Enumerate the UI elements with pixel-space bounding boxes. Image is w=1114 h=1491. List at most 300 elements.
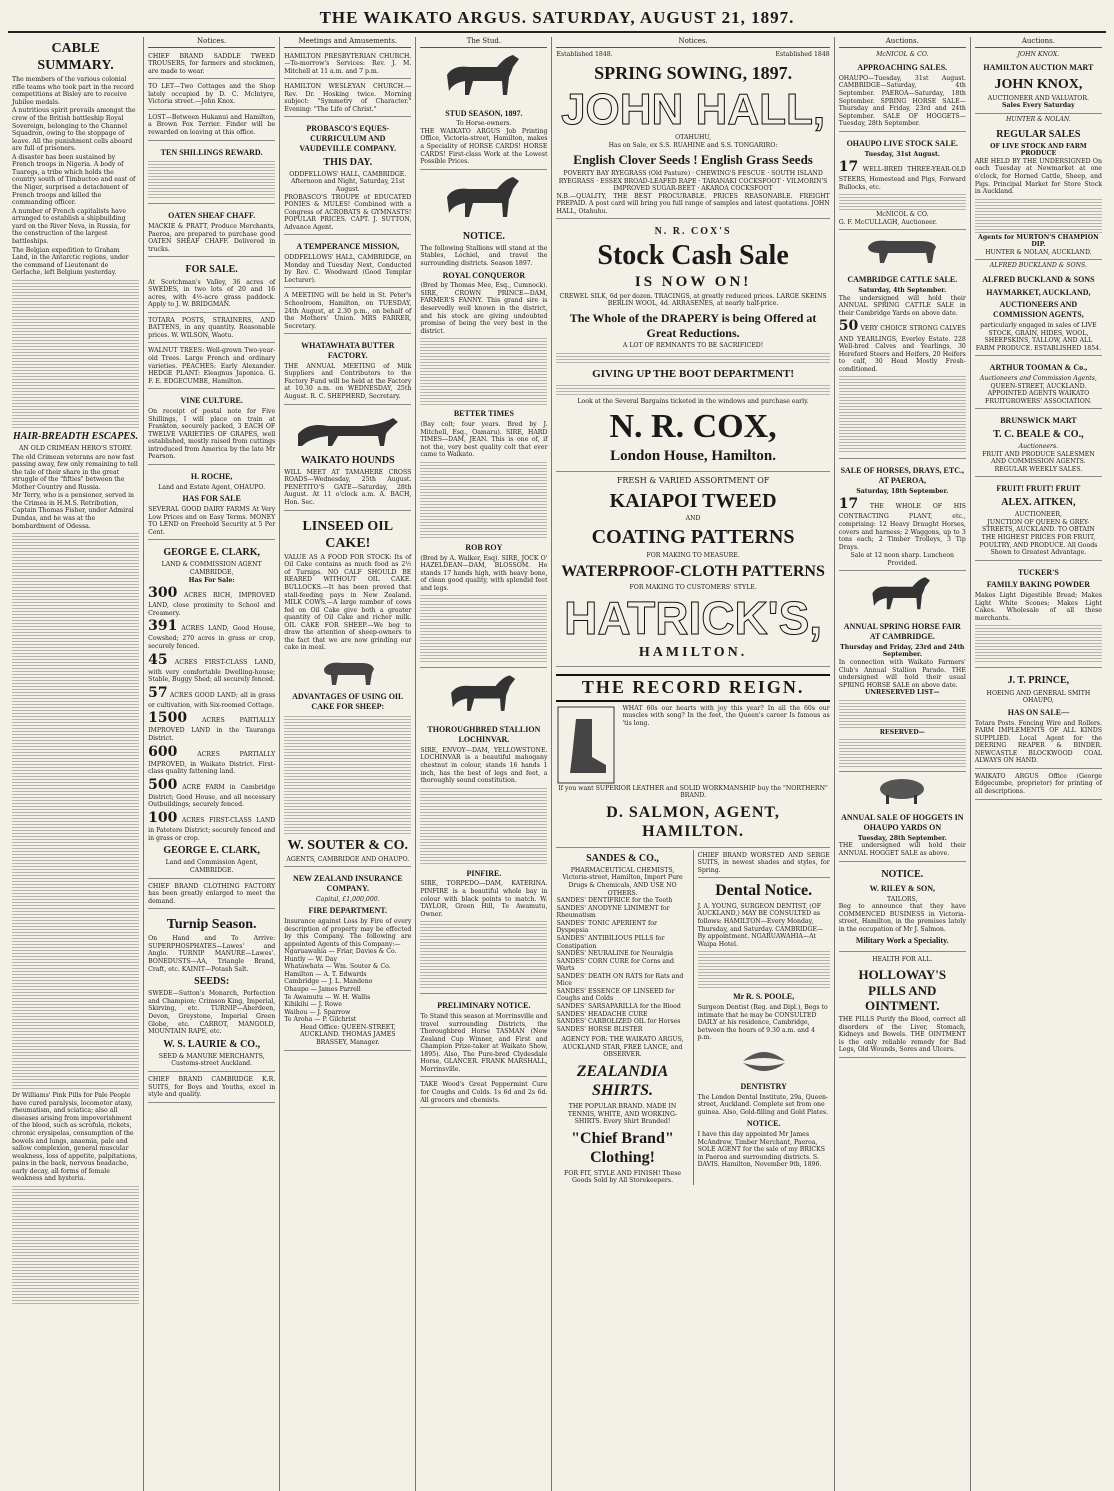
ad-hunter-nolan [975,124,1102,261]
ad-vine [148,391,275,465]
auctioneer-head: McNICOL & CO. [876,50,929,58]
ad-peppermint: TAKE Wood's Great Peppermint Cure for Coughs and Colds. 1s 6d and 2s 6d. All grocers and chemists. [420,1079,547,1108]
agent-row: Whatawhata — Wm. Souter & Co. [284,963,391,971]
text-block [420,786,547,866]
land-acres: 500 [148,776,178,793]
ad-subtitle: AUCTIONEER, [1014,511,1062,519]
ad-body: Surgeon Dentist (Reg. and Dipl.), Begs to intimate that he may be CONSULTED DAILY at his residence, Cambridge, between the hours of 9.30 a.m. and 4 p.m. [697,1004,828,1042]
column-head: Meetings and Amusements. [284,37,411,48]
ad-body: In connection with Waikato Farmers' Club's Annual Stallion Parade. THE undersigned will hold their usual SPRING HORSE SALE on above date. [838,659,966,689]
ad-stallions [420,226,547,669]
ad-name: FAMILY BAKING POWDER [986,580,1091,590]
paragraph: The Belgian expedition to Graham Land, in the Antarctic regions, under the command of Lieutenant de Gerlache, left Belgium yesterday. [12,246,129,277]
ad-lost: LOST—Between Hukanui and Hamilton, a Brown Fox Terrier. Finder will be rewarded on leaving at this office. [148,112,275,141]
ad-list: POVERTY BAY RYEGRASS (Old Pasture) · CHEWING'S FESCUE · SOUTH ISLAND RYEGRASS · ESSEX BROAD-LEAFED RAPE · TARANAKI COCKSFOOT · VILMORIN'S IMPROVED SUGAR-BEET · AKAROA COCKSFOOT [558,170,828,193]
ad-heading: UNRESERVED LIST— [865,689,940,697]
ad-signoff: HUNTER & NOLAN, AUCKLAND. [985,248,1092,256]
ad-body: (Bay colt; four years. Bred by J. Mitchell, Esq., Oamaru). SIRE, HARD TIMES—DAM, JEAN. This is one of, if not the, very best quality colt that ever came to Waikato. [420,420,548,459]
ad-title: H. ROCHE, [190,471,233,481]
ad-presbyterian: HAMILTON PRESBYTERIAN CHURCH.—To-morrow's Services: Rev. J. M. Mitchell at 11 a.m. and 7 p.m. [284,51,411,80]
lot-count: 17 [838,496,859,513]
paragraph: A number of French capitalists have arranged to establish a shipbuilding yard on the River Neva, in Russia, for the construction of the largest battleships. [12,207,131,245]
land-listing: ACRES GOOD LAND; all in grass or cultivation, with Six-roomed Cottage. [148,691,276,709]
ad-body: J. A. YOUNG, SURGEON DENTIST, (OF AUCKLAND,) MAY BE CONSULTED as follows: HAMILTON—Every Monday, Thursday, and Saturday. CAMBRIDGE—By appointment. NGARUAWAHIA—At Waipa Hotel. [697,902,824,948]
ad-holloway [839,954,966,1058]
ad-subtitle: HEALTH FOR ALL. [872,956,933,964]
ad-heading: HAS ON SALE— [1007,707,1070,717]
ad-turnip [148,911,275,1072]
ad-connector: AND [685,514,701,522]
ad-title: ANNUAL SALE OF HOGGETS IN OHAUPO YARDS ON [841,813,964,833]
ad-title: Dental Notice. [715,882,813,900]
ad-subtitle: OF LIVE STOCK AND FARM PRODUCE [990,142,1087,158]
ad-body: ARE HELD BY THE UNDERSIGNED On each Tuesday at Newmarket at one o'clock, for Horned Cattle, Sheep, and Pigs. Principal Market for Store Stock in Auckland. [974,157,1102,196]
ad-body: WILL MEET AT TAMAHERE CROSS ROADS—Wednesday, 25th August. PENETITO'S GATE—Saturday, 28th August. At 11 o'clock a.m. A. BACH, Hon. Sec. [284,468,412,506]
ad-subtitle: AGENTS, CAMBRIDGE AND OHAUPO. [286,855,410,863]
stallion-name: ROYAL CONQUEROR [442,270,526,280]
ad-title: W. SOUTER & CO. [287,837,408,853]
text-block [839,192,966,210]
text-block [284,714,411,834]
land-listing: ACRES PARTIALLY IMPROVED, in Waikato District. First-class quality fattening land. [148,750,276,776]
dentures-illustration-icon [739,1045,789,1079]
ad-body: The following Stallions will stand at the Stables, Lochiel, and travel the surrounding districts. Season 1897. [420,244,548,267]
ad-body: FRUIT AND PRODUCE SALESMEN AND COMMISSION AGENTS. REGULAR WEEKLY SALES. [982,450,1095,473]
established-row [556,51,829,59]
ad-insurance [284,869,411,1050]
ad-heading: ADVANTAGES OF USING OIL CAKE FOR SHEEP: [292,692,404,711]
ad-body: QUEEN-STREET, AUCKLAND. APPOINTED AGENTS WAIKATO FRUITGROWERS' ASSOCIATION. [985,382,1092,405]
lot-count: 17 [838,159,859,176]
ad-preliminary [420,996,547,1077]
ad-name: W. RILEY & SON, [869,883,935,893]
ad-walnut: WALNUT TREES: Well-grown Two-year-old Trees. Large French and ordinary varieties. PEACHES: Early Alexander. HEDGE PLANT: Eleagnus Japonica. G. F. E. EDGECUMBE, Hamilton. [148,345,275,389]
ad-heading: HAS FOR SALE [182,494,241,504]
ad-tuckers [975,563,1102,669]
ad-title: GEORGE E. CLARK, [163,845,260,857]
ad-body: The London Dental Institute, 29a, Queen-street, Auckland. Complete set from one guinea. Also, Gold-filling and Gold Plates. [697,1093,829,1116]
ad-heading: Has For Sale: [188,576,235,584]
ad-body: FOR FIT, STYLE AND FINISH! These Goods Sold by All Storekeepers. [564,1169,682,1185]
ad-heading: English Clover Seeds ! English Grass Seeds [573,152,813,168]
land-listing: ACRES FIRST-CLASS LAND, with very comfortable Dwelling-house; Stable, Buggy Shed; all securely fenced. [148,658,276,684]
masthead: THE WAIKATO ARGUS. SATURDAY, AUGUST 21, 1897. [8,6,1106,33]
ad-title: GEORGE E. CLARK, [163,547,260,559]
ad-butter-factory [284,336,411,404]
agent-row: Te Aroha — P. Gilchrist [284,1016,357,1024]
ad-signoff: McNICOL & CO. [876,211,929,219]
land-acres: 100 [148,810,178,827]
ad-title: SANDES & CO., [586,852,659,864]
auctioneer-head: JOHN KNOX. [1017,50,1060,58]
ad-body: (Bred by Thomas Mee, Esq., Cumnock). SIRE, CROWN PRINCE—DAM, FARMER'S FANNY. This grand sire is deservedly well known in the district, and his stock are giving undoubted promise of being the very best in the district. [420,282,548,335]
ad-title: ZEALANDIA SHIRTS. [576,1062,669,1100]
stallion-name: PINFIRE. [466,868,502,878]
ad-nr-cox-sale [556,221,829,471]
ad-title: APPROACHING SALES. [857,63,948,73]
ad-kr-suits: CHIEF BRAND CAMBRIDGE K.R. SUITS, for Boys and Youths, excel in style and quality. [148,1074,275,1103]
ad-heading: SEEDS: [194,976,230,988]
ad-capital: Capital, £1,000,000. [315,895,380,903]
ad-body: AGENCY FOR: THE WAIKATO ARGUS, AUCKLAND STAR, FREE LANCE, and OBSERVER. [561,1036,684,1059]
list-item: SANDES' CARBOLIZED OIL for Horses [556,1018,681,1026]
ad-buckland [975,270,1102,356]
ad-heading: GIVING UP THE BOOT DEPARTMENT! [592,367,795,380]
ad-reward [148,143,275,205]
ad-title: THE RECORD REIGN. [556,674,829,702]
section-title: HAIR-BREADTH ESCAPES. [13,430,139,442]
land-acres: 45 [148,651,168,668]
ad-body: THE WAIKATO ARGUS Job Printing Office, Victoria-street, Hamilton, makes a Speciality of HORSE CARDS! HORSE CARDS! First-class Work at the Lowest Possible Prices. [420,127,548,166]
ad-body: (Bred by A. Walker, Esq). SIRE, JOCK O' HAZELDEAN—DAM, BLOSSOM. He stands 17 hands high, with heavy bone, of clean good quality, with splendid feet and legs. [420,554,548,592]
text-block [420,460,547,540]
column-notices [144,37,280,1491]
stallion-name: ROB ROY [465,542,503,552]
ad-name: N. R. COX, [609,407,777,445]
ad-name: ALEX. AITKEN, [1001,497,1076,509]
ad-heading: THIS DAY. [323,156,373,168]
ad-lochinvar [420,720,547,994]
ad-name: HATRICK'S, [564,591,823,644]
ad-body: A LOT OF REMNANTS TO BE SACRIFICED! [622,342,764,350]
ad-body: SWEDE—Sutton's Monarch, Perfection and Champion; Crimson King, Imperial, Skirving, etc. TURNIP—Aberdeen, Devon, Greystone, Imperial Green Globe, etc. CARROT, MANGOLD, MOUNTAIN RAPE, etc. [148,990,276,1036]
lot-desc: THE WHOLE OF HIS CONTRACTING PLANT, etc., comprising: 12 Heavy Draught Horses, covers and harness; 2 Waggons, up to 3 tons each; 2 Timber Trolleys, 3 Tip Drays. [838,503,966,551]
list-item: SANDES' NEURALINE for Neuralgia [556,950,673,958]
text-block [839,737,966,767]
agent-row: Ohaupo — James Parrell [284,986,361,994]
ad-body: N.B.—QUALITY, THE BEST PROCURABLE. PRICES REASONABLE. FREIGHT PREPAID. A post card will bring you full range of samples and latest quotations. JOHN HALL, Otahuhu. [556,192,830,215]
ad-body: Look at the Several Bargains ticketed in the windows and purchase early. [577,398,809,406]
ad-title: STUD SEASON, 1897. [445,108,523,118]
ad-body: At Scotchman's Valley, 36 acres of SWEDES, in two lots of 20 and 16 acres, with 4½-acre grass paddock. Apply to J. W. BRIDGMAN. [148,278,276,309]
established-label: Established 1848. [556,50,613,58]
text-block [556,383,829,397]
ad-prince [975,670,1102,768]
ad-paeroa-sale [839,461,966,571]
ad-title: ALFRED BUCKLAND & SONS [982,274,1095,284]
ad-body: OHAUPO—Tuesday, 31st August. CAMBRIDGE—Saturday, 4th September. PAEROA—Saturday, 18th September. SPRING HORSE SALE—Thursday and Friday, 23rd and 24th September. SALE OF HOGGETS—Tuesday, 28th September. [838,74,966,128]
ad-title: DENTISTRY [740,1081,787,1091]
ad-worsted: CHIEF BRAND WORSTED AND SERGE SUITS, in newest shades and styles, for Spring. [698,850,830,879]
ad-title: Stock Cash Sale [597,239,789,271]
ad-title: CAMBRIDGE CATTLE SALE. [847,275,958,285]
ad-hounds [284,407,411,511]
ad-horse-fair [839,617,966,772]
text-block [556,351,829,365]
paragraph: A disaster has been sustained by French troops in Nigeria. A body of Tuaregs, a tribe which holds the country south of Timbuctoo and east of the Niger, surprised a detachment of French troops and killed the commanding officer. [12,153,136,207]
list-item: SANDES' ANTIBILIOUS PILLS for Constipation [556,934,665,950]
ad-body: THE ANNUAL MEETING of Milk Suppliers and Contributors to the Factory Fund will be held at the Factory at 10.30 a.m. on WEDNESDAY, 25th August. R. C. SHEPHERD, Secretary. [284,362,412,400]
ad-title: A TEMPERANCE MISSION, [296,242,400,252]
ad-title: Turnip Season. [166,917,257,933]
auctioneer: G. F. McCULLAGH, Auctioneer. [838,218,938,226]
ad-title: COATING PATTERNS [591,526,795,549]
ad-title: SPRING SOWING, 1897. [594,63,793,84]
ad-roche [148,467,275,540]
lot-desc: WELL-BRED THREE-YEAR-OLD STEERS, Homestead and Pigs, Forward Bullocks, etc. [838,166,966,191]
columns [8,37,1106,1491]
ad-body: FOR MAKING TO CUSTOMERS' STYLE. [629,583,757,591]
column-head: Notices. [148,37,275,48]
ad-body: CREWEL SILK, 6d per dozen. TRACINGS, at greatly reduced prices. LARGE SKEINS BERLIN WOOL, 4d. ARRASENES, at nearly half-price. [559,292,827,308]
ad-subtitle: IS NOW ON! [634,273,752,290]
ad-footer: D. SALMON, AGENT, HAMILTON. [606,803,780,841]
ad-name: JOHN HALL, [561,85,826,135]
ad-title: HAMILTON AUCTION MART [983,63,1094,73]
established-label: Established 1848 [775,50,830,58]
section-subtitle: AN OLD CRIMEAN HERO'S STORY. [18,444,133,452]
list-item: SANDES' ESSENCE OF LINSEED for Coughs and Colds [556,987,675,1003]
ad-body: ODDFELLOWS' HALL, CAMBRIDGE, on Monday and Tuesday Next, Conducted by Rev. C. Woodward (Good Templar Lecturer). [284,254,412,284]
ad-title: NOTICE. [462,230,505,242]
ad-title: TUCKER'S [1017,567,1059,577]
ad-title: HOLLOWAY'S PILLS AND OINTMENT. [858,966,947,1014]
horse-illustration-icon [862,574,942,614]
land-acres: 391 [148,618,178,635]
ad-title: TEN SHILLINGS REWARD. [160,147,263,157]
ad-title: REGULAR SALES [996,128,1081,140]
list-item: SANDES' HORSE BLISTER [556,1025,643,1033]
ad-title: NOTICE. [746,1119,781,1129]
ad-heading: Agents for MURTON'S CHAMPION DIP. [978,233,1099,249]
column-auctions-mcnicol [835,37,971,1491]
record-reign-body [556,705,829,785]
lot-desc: VERY CHOICE STRONG CALVES AND YEARLINGS, Everley Estate. 228 Well-bred Calves and Yearlings, 30 Hereford Steers and Heifers, 20 Heifers to calf, 30 Head Mostly Fresh-conditioned. [838,325,966,373]
list-item: SANDES' ANODYNE LINIMENT for Rheumatism [556,904,670,920]
ad-chaff [148,206,275,257]
agent-row: Huntly — W. Day [284,955,338,963]
ad-title: THOROUGHBRED STALLION LOCHINVAR. [427,725,541,745]
list-item: SANDES' CORN CURE for Corns and Warts [556,957,674,973]
auctioneer-head: HUNTER & NOLAN. [1005,116,1071,124]
ad-body: MACKIE & PRATT, Produce Merchants, Paeroa, are prepared to purchase good OATEN SHEAF CHAFF. Delivered in trucks. [148,223,276,253]
ad-title: FOR SALE. [185,264,238,276]
ad-john-hall [556,58,829,219]
ad-dental-block [693,850,830,1185]
ad-meeting: A MEETING will be held in St. Peter's Schoolroom, Hamilton, on TUESDAY, 24th August, at 2.30 p.m., on behalf of the Mothers' Union. MRS FARRER, Secretary. [284,290,411,334]
stallion-name: BETTER TIMES [453,409,514,419]
ad-heading: FIRE DEPARTMENT. [308,906,388,916]
ad-title: "Chief Brand" Clothing! [571,1129,674,1167]
land-acres: 300 [148,585,178,602]
ad-title: NOTICE. [881,868,924,880]
ad-subtitle: PHARMACEUTICAL CHEMISTS, Victoria-street, Hamilton, Import Pure Drugs & Chemicals, AND USE NO OTHERS. [562,866,683,897]
lot-count: 50 [838,318,859,335]
ad-body: To Stand this season at Morrinsville and travel surrounding Districts, the Thoroughbred Horse TASMAN (New Zealand Cup Winner, and First and Champion Prize-taker at Waikato Show, 1895). Also, The Pure-bred Clydesdale Horse, GLANCER. FRANK MARSHALL, Morrinsville. [420,1012,548,1073]
ad-title: NEW ZEALAND INSURANCE COMPANY. [292,874,403,893]
ad-subtitle: FRESH & VARIED ASSORTMENT OF [616,475,770,485]
ad-date: Sales Every Saturday [1002,102,1075,110]
ad-title: Mr R. S. POOLE, [733,992,795,1002]
auctioneer-head: ALFRED BUCKLAND & SONS. [989,262,1087,270]
ad-title: OHAUPO LIVE STOCK SALE. [846,138,958,148]
horse-illustration-icon [439,173,529,223]
column-head: The Stud. [420,37,547,48]
agent-row: Kihikihi — J. Rowe [284,1001,342,1009]
text-block [148,159,275,199]
ad-linseed [284,513,411,868]
column-head: Auctions. [839,37,966,48]
ad-title: ARTHUR TOOMAN & Co., [989,363,1088,373]
ad-probasco [284,119,411,235]
ad-subtitle: AUCTIONEER AND VALUATOR. [987,94,1089,102]
ad-subtitle: Auctioneers and Commission Agents, [979,374,1097,382]
agent-row: Te Awamutu — W. H. Wallis [284,993,371,1001]
text-block [12,531,139,1091]
ad-body: Insurance against Loss by Fire of every description of property may be effected by this Company. The following are appointed Agents of this Company:— [284,917,412,948]
agent-row: Ngaruawahia — Friar, Davies & Co. [284,948,397,956]
ad-hogget-sale [839,808,966,861]
land-listing: ACRES FIRST-CLASS LAND in Patetere District; securely fenced and in grass or crop. [148,817,276,842]
list-item: SANDES' DENTIFRICE for the Teeth [556,897,673,905]
ad-body: particularly engaged in sales of LIVE STOCK, GRAIN, HIDES, WOOL, SHEEPSKINS, TALLOW, AND ALL FARM PRODUCE. ESTABLISHED 1854. [975,321,1102,352]
ad-body: On receipt of postal note for Five Shillings, I will place on train at Frankton, securely packed, 3 EACH OF TWELVE VARIETIES OF GRAPES, well established, mostly raised from cuttings introduced from America by the late Mr Pearson. [148,408,276,461]
ad-record-reign [556,669,829,848]
ad-body: The undersigned will hold their ANNUAL SPRING CATTLE SALE in their Cambridge Yards on above date. [838,294,966,317]
boot-illustration-icon [556,705,616,785]
ad-body: THE PILLS Purify the Blood, correct all disorders of the Liver, Stomach, Kidneys and Bowels. THE OINTMENT is the only reliable remedy for Bad Legs, Old Wounds, Sores and Ulcers. [838,1016,966,1054]
land-acres: 600 [148,743,178,760]
text-block [839,374,966,454]
ad-body: WHAT 60s our hearts with joy this year? In all the 60s our muscles with song? In the feet, the Queen's career Is famous as 'tis long. [622,704,830,727]
ad-subtitle: OTAHUHU, [675,134,712,142]
ad-body: JUNCTION OF QUEEN & GREY-STREETS, AUCKLAND. TO OBTAIN THE HIGHEST PRICES FOR FRUIT, POULTRY, AND PRODUCE. All Goods Shown to Greatest Advantage. [979,518,1098,557]
ad-title: VINE CULTURE. [180,396,243,406]
ad-body: Beg to announce that they have COMMENCED BUSINESS in Victoria-street, Hamilton, in the premises lately in the occupation of Mr J. Salmon. [838,903,966,933]
ad-aitken [975,479,1102,560]
ad-date: Saturday, 18th September. [856,487,949,495]
ad-date: Tuesday, 31st August. [864,150,940,158]
ad-title: OATEN SHEAF CHAFF. [168,211,256,221]
text-block [12,1184,139,1304]
list-item: SANDES' DEATH ON RATS for Rats and Mice [556,972,684,988]
ad-subtitle: SEED & MANURE MERCHANTS, Customs-street Auckland. [158,1052,265,1068]
ad-subtitle: To Horse-owners. [456,120,512,128]
ad-for-sale [148,259,275,312]
text-block [975,623,1102,663]
ad-name: T. C. BEALE & CO., [993,428,1084,440]
ad-body: SEVERAL GOOD DAIRY FARMS At Very Low Prices and on Easy Terms. MONEY TO LEND on Freehold Security at 5 Per Cent. [148,506,276,536]
horse-illustration-icon [439,51,529,101]
ad-subtitle: TAILORS, [887,895,918,903]
paragraph: Mr Terry, who is a pensioner, served in the Crimea in H.M.S. Retribution, Captain Thomas Fisher, under Admiral Dundas, and he was at the bombardment of Odessa. [12,492,135,530]
ad-title: ANNUAL SPRING HORSE FAIR AT CAMBRIDGE. [843,622,961,642]
ad-heading: RESERVED— [879,728,925,736]
ad-body: SIRE, ENVOY—DAM, YELLOWSTONE. LOCHINVAR is a beautiful mahogany chestnut in colour, stands 16 hands 1 inch, has the best of legs and feet, a thoroughly sound constitution. [420,746,548,785]
ad-body: On Hand and To Arrive: SUPERPHOSPHATES—Lawes' and Anglo. TURNIP MANURE—Lawes'. BONEDUSTS—AA, Triangle Brand, Craft, etc. KAINIT—Potash Salt. [148,935,276,973]
ad-clothing-factory: CHIEF BRAND CLOTHING FACTORY has been greatly enlarged to meet the demand. [148,881,275,910]
ad-body: Makes Light Digestible Bread; Makes Light White Scones; Makes Light Cakes. Wholesale of all these merchants. [974,592,1102,622]
text-block [420,336,547,406]
column-auctions-knox [971,37,1106,1491]
ad-subtitle: HAYMARKET, AUCKLAND, [986,287,1091,297]
text-block [420,593,547,663]
ad-title: SALE OF HORSES, DRAYS, ETC., AT PAEROA, [840,466,965,486]
ad-ohaupo-sale [839,134,966,231]
text-block [839,698,966,728]
ad-title: KAIAPOI TWEED [609,489,777,512]
land-listing: ACRES RICH, IMPROVED LAND, close proximity to School and Creamery. [148,592,276,617]
column-stud [416,37,552,1491]
ad-hatricks [556,474,829,667]
ad-name: N. R. COX'S [654,226,732,238]
ad-title: FRUIT! FRUIT! FRUIT [996,484,1081,494]
ad-body: I have this day appointed Mr James McAndrew, Timber Merchant, Paeroa, SOLE AGENT for the sale of my BRICKS in Paeroa and surrounding districts. S. DAVIS. Hamilton, November 9th, 1896. [697,1131,826,1169]
ad-saddle-tweed: CHIEF BRAND SADDLE TWEED TROUSERS, for farmers and stockmen, are made to wear. [148,51,275,80]
land-listing: ACRES PARTIALLY IMPROVED LAND in the Tauranga District. [148,717,276,743]
ad-heading: AUCTIONEERS AND COMMISSION AGENTS, [993,300,1084,320]
ad-body: THE undersigned will hold their ANNUAL HOGGET SALE as above. [838,842,966,858]
ad-knox [975,58,1102,114]
column-notices-wide [552,37,834,1491]
ad-body: SIRE, TORPEDO—DAM, KATERINA. PINFIRE is a beautiful whole bay in colour with black points to match. W. TAYLOR, Green Hill, Te Awamutu, Owner. [420,880,548,918]
ad-subtitle: LAND & COMMISSION AGENT CAMBRIDGE, [161,561,262,577]
ad-title: BRUNSWICK MART [1000,416,1077,426]
bullock-illustration-icon [318,655,378,689]
ad-title: PRELIMINARY NOTICE. [437,1001,531,1011]
ad-date: Saturday, 4th September. [858,287,947,295]
cable-summary-title: CABLE SUMMARY. [37,41,114,74]
ad-title: WAIKATO HOUNDS [300,454,395,466]
sheep-illustration-icon [872,775,932,805]
ad-date: Tuesday, 28th September. [857,834,947,842]
ad-body: PROBASCO'S TROUPE of EDUCATED PONIES & MULES! Combined with a Congress of ACROBATS & GYMNASTS! POPULAR PRICES. CAPT. J. SUTTON, Advance Agent. [284,193,412,231]
two-col-block [556,850,829,1185]
agent-row: Waihou — J. Sparrow [284,1008,351,1016]
column-cable-summary [8,37,144,1491]
hound-illustration-icon [288,412,408,452]
ad-argus-office: WAIKATO ARGUS Office (George Edgecumbe, proprietor) for printing of all descriptions. [975,771,1102,800]
ad-body: THE POPULAR BRAND. MADE IN TENNIS, WHITE, AND WORKING-SHIRTS. Every Shirt Branded! [567,1102,678,1126]
horse-illustration-icon [444,671,524,717]
text-block [698,949,830,989]
ad-date: Thursday and Friday, 23rd and 24th September. [840,643,965,659]
ad-subtitle: Auctioneers. [1018,443,1059,451]
ad-wesleyan: HAMILTON WESLEYAN CHURCH.—Rev. Dr. Hosking twice. Morning subject: "Symmetry of Character." Evening: "The Life of Christ." [284,81,411,117]
ad-subtitle: London House, Hamilton. [610,448,777,465]
ad-name: JOHN KNOX, [994,76,1083,92]
paragraph: Dr Williams' Pink Pills for Pale People have cured paralysis, locomotor ataxy, rheumatism, and sciatica; also all diseases arising from impoverishment of the blood, such as scrofula, rickets, chronic erysipelas, consumption of the bowels and lungs, anaemia, pale and sallow complexion, general muscular weakness, loss of appetite, palpitations, pains in the back, nervous headache, early decay, all forms of female weakness and hysteria. [12,1092,138,1183]
ad-footer: Head Office: QUEEN-STREET, AUCKLAND. THOMAS JAMES BRASSEY, Manager. [300,1023,396,1046]
ad-title: PROBASCO'S EQUES-CURRICULUM AND VAUDEVILLE COMPANY. [299,124,397,153]
ad-title: W. S. LAURIE & CO., [163,1038,261,1050]
ad-approaching-sales [839,58,966,132]
ad-title: WHATAWHATA BUTTER FACTORY. [301,341,395,360]
text-block [12,278,139,428]
ad-body: ODDFELLOWS' HALL, CAMBRIDGE. Afternoon and Night, Saturday, 21st August. [289,170,407,194]
ad-temperance [284,237,411,288]
ad-sandes [556,850,688,1185]
ad-body: If you want SUPERIOR LEATHER and SOLID WORKMANSHIP buy the "NORTHERN" BRAND. [558,784,828,800]
land-acres: 57 [148,684,168,701]
list-item: SANDES' TONIC APERIENT for Dyspepsia [556,919,657,935]
ad-body: Has on Sale, ex S.S. RUAHINE and S.S. TONGARIRO: [608,141,778,149]
ad-title: WATERPROOF-CLOTH PATTERNS [561,563,825,581]
cattle-illustration-icon [862,233,942,267]
paragraph: A nutritious spirit prevails amongst the crew of the British battleship Royal Sovereign, belonging to the Channel Squadron, owing to the stoppage of leave. All the punishment cells aboard are full of prisoners. [12,107,136,153]
list-item: SANDES' SARSAPARILLA for the Blood [556,1003,681,1011]
ad-stud-season [420,104,547,170]
agent-row: Hamilton — A. T. Edwards [284,970,367,978]
land-acres: 1500 [148,710,188,727]
ad-body: VALUE AS A FOOD FOR STOCK: Its of Oil Cake contains as much food as 2½ of Turnips. NO CALF SHOULD BE REARED WITHOUT OIL CAKE. BULLOCKS.—It has been proved that stall-feeding pays in New Zealand. MILK COWS.—A large number of cows fed on Oil Cake give both a greater quantity of Oil Cake and richer milk. OIL CAKE FOR SHEEP.—We beg to draw the attention of sheep-owners to the fact that we are now grinding our cake in meal. [284,553,412,652]
paragraph: The old Crimean veterans are now fast passing away, few only remaining to tell the tale of their share in the great struggle of the "fifties" between the Mother Country and Russia. [12,453,138,491]
ad-totara: TOTARA POSTS, STRAINERS, AND BATTENS, in any quantity. Reasonable prices. W. WILSON, Waotu. [148,315,275,344]
ad-tooman [975,358,1102,409]
ad-heading: Military Work a Speciality. [855,936,949,946]
sandes-list [556,897,688,1033]
ad-brunswick [975,411,1102,477]
